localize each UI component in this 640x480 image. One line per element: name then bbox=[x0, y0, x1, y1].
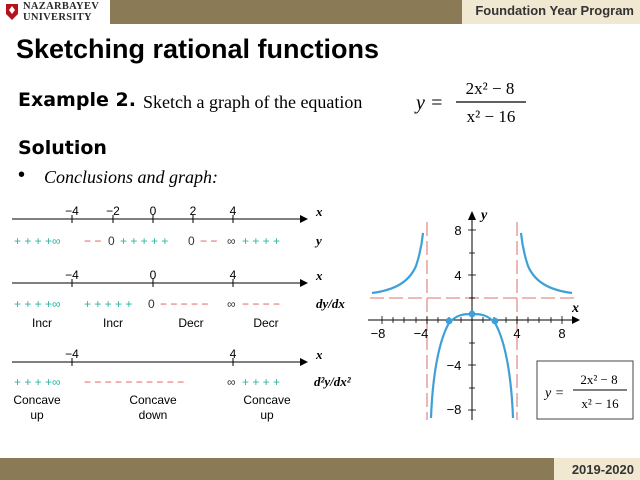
arrow-icon bbox=[300, 358, 308, 366]
concavity-label: Concave bbox=[129, 393, 177, 407]
tick-label: 4 bbox=[229, 347, 237, 361]
row-var: dy/dx bbox=[316, 296, 345, 311]
year-label: 2019-2020 bbox=[571, 462, 634, 477]
example-text: Sketch a graph of the equation bbox=[143, 92, 363, 112]
arrow-icon bbox=[300, 215, 308, 223]
axis-var: x bbox=[316, 347, 323, 362]
x-tick-label: 8 bbox=[558, 326, 566, 341]
sign-minus: − − bbox=[84, 234, 102, 248]
y-tick-label: 4 bbox=[454, 268, 462, 283]
solution-label: Solution bbox=[18, 137, 107, 159]
y-intercept-point bbox=[469, 311, 476, 318]
tick-label: 0 bbox=[149, 204, 157, 218]
axis-var: x bbox=[316, 204, 323, 219]
sign-plus: + + + + bbox=[242, 234, 281, 248]
concavity-label: up bbox=[260, 408, 274, 422]
sign-infinity: ∞ bbox=[227, 375, 236, 389]
curve-left-branch bbox=[372, 233, 423, 293]
sign-minus: − − − − bbox=[242, 297, 281, 311]
row-var: y bbox=[316, 233, 322, 248]
year-box bbox=[554, 458, 640, 480]
sign-minus: − − − − − − − − − − bbox=[84, 375, 185, 389]
curve-right-branch bbox=[521, 233, 572, 293]
monotonic-label: Decr bbox=[253, 316, 279, 330]
program-label: Foundation Year Program bbox=[475, 3, 634, 18]
x-tick-label: −4 bbox=[413, 326, 429, 341]
equation bbox=[414, 79, 526, 126]
logo-line2: UNIVERSITY bbox=[23, 12, 92, 23]
concavity-label: down bbox=[138, 408, 168, 422]
legend-numerator: 2x² − 8 bbox=[580, 372, 618, 387]
legend-denominator: x² − 16 bbox=[581, 396, 619, 411]
x-tick-label: 4 bbox=[513, 326, 521, 341]
bottom-bar bbox=[0, 458, 640, 480]
tick-label: −4 bbox=[65, 268, 79, 282]
equation-denominator: x² − 16 bbox=[466, 107, 516, 126]
legend-lhs: y = bbox=[545, 386, 565, 401]
bullet: • bbox=[18, 164, 26, 186]
arrow-icon bbox=[468, 211, 476, 220]
tick-label: −4 bbox=[65, 204, 79, 218]
logo-line1: NAZARBAYEV bbox=[23, 1, 100, 12]
monotonic-label: Decr bbox=[178, 316, 204, 330]
arrow-icon bbox=[572, 316, 580, 324]
sign-plus: + + + + + bbox=[84, 297, 133, 311]
sign-chart-second-derivative bbox=[12, 347, 352, 422]
arrow-icon bbox=[300, 279, 308, 287]
tick-label: −4 bbox=[65, 347, 79, 361]
monotonic-label: Incr bbox=[31, 316, 53, 330]
sign-plus: + + + + bbox=[242, 375, 281, 389]
conclusions-text: Conclusions and graph: bbox=[44, 167, 219, 187]
tick-label: 0 bbox=[149, 268, 157, 282]
axis-var: x bbox=[316, 268, 323, 283]
sign-chart-dydx bbox=[12, 268, 345, 330]
x-axis-label: x bbox=[572, 301, 579, 316]
concavity-label: up bbox=[30, 408, 44, 422]
sign-infinity: ∞ bbox=[227, 297, 236, 311]
sign-infinity: ∞ bbox=[227, 234, 236, 248]
example-label: Example 2. bbox=[18, 89, 136, 111]
tick-label: 4 bbox=[229, 204, 237, 218]
sign-plus: + + + + + bbox=[120, 234, 169, 248]
equation-lhs: y = bbox=[416, 92, 444, 114]
sign-plus: + + + +∞ bbox=[14, 375, 61, 389]
x-intercept-point bbox=[492, 318, 499, 325]
graph-legend bbox=[537, 361, 633, 419]
sign-zero: 0 bbox=[188, 234, 195, 248]
sign-plus: + + + +∞ bbox=[14, 234, 61, 248]
tick-label: 4 bbox=[229, 268, 237, 282]
x-intercept-point bbox=[446, 318, 453, 325]
y-tick-label: −8 bbox=[446, 402, 462, 417]
sign-chart-y bbox=[12, 204, 323, 248]
sign-plus: + + + +∞ bbox=[14, 297, 61, 311]
x-tick-label: −8 bbox=[370, 326, 386, 341]
y-tick-label: 8 bbox=[454, 223, 462, 238]
concavity-label: Concave bbox=[13, 393, 61, 407]
tick-label: −2 bbox=[106, 204, 120, 218]
y-axis-label: y bbox=[481, 208, 488, 223]
sign-zero: 0 bbox=[108, 234, 115, 248]
slide-title: Sketching rational functions bbox=[16, 34, 380, 64]
row-var: d²y/dx² bbox=[314, 374, 351, 389]
sign-zero: 0 bbox=[148, 297, 155, 311]
monotonic-label: Incr bbox=[102, 316, 124, 330]
sign-minus: − − − − − bbox=[160, 297, 209, 311]
sign-minus: − − bbox=[200, 234, 218, 248]
y-tick-label: −4 bbox=[446, 358, 462, 373]
tick-label: 2 bbox=[189, 204, 197, 218]
equation-numerator: 2x² − 8 bbox=[465, 79, 515, 98]
concavity-label: Concave bbox=[243, 393, 291, 407]
